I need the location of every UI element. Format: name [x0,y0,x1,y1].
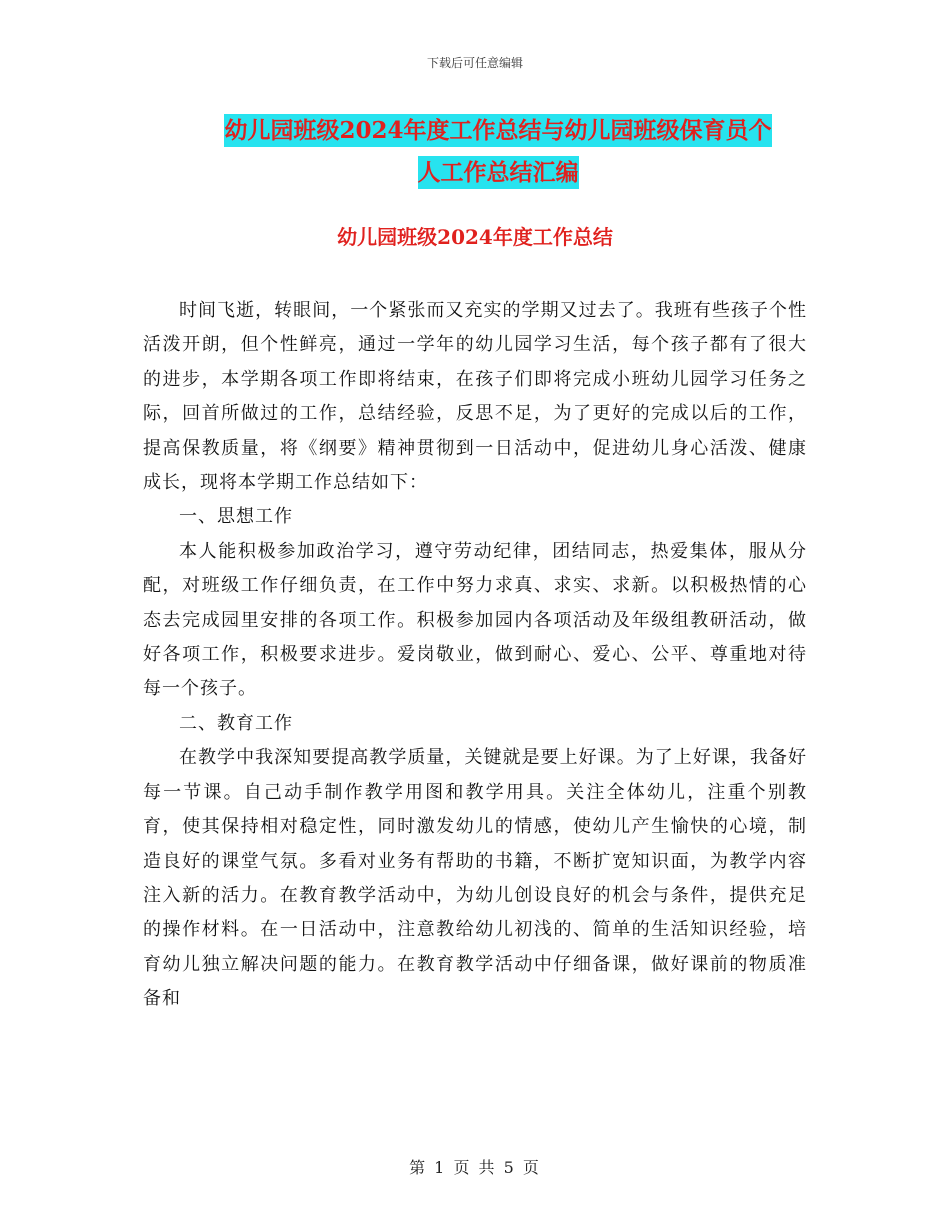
paragraph-education-work: 在教学中我深知要提高教学质量，关键就是要上好课。为了上好课，我备好每一节课。自己动手制作教学用图和教学用具。关注全体幼儿，注重个别教育，使其保持相对稳定性，同时激发幼儿的情感，使幼儿产生愉快的心境，制造良好的课堂气氛。多看对业务有帮助的书籍，不断扩宽知识面，为教学内容注入新的活力。在教育教学活动中，为幼儿创设良好的机会与条件，提供充足的操作材料。在一日活动中，注意教给幼儿初浅的、简单的生活知识经验，培育幼儿独立解决问题的能力。在教育教学活动中仔细备课，做好课前的物质准备和 [143,747,807,1010]
paragraph-ideology-work: 本人能积极参加政治学习，遵守劳动纪律，团结同志，热爱集体，服从分配，对班级工作仔细负责，在工作中努力求真、求实、求新。以积极热情的心态去完成园里安排的各项工作。积极参加园内各项活动及年级组教研活动，做好各项工作，积极要求进步。爱岗敬业，做到耐心、爱心、公平、尊重地对待每一个孩子。 [143,540,807,700]
body-text [143,294,807,1017]
heading-ideology-work: 一、思想工作 [179,506,293,528]
paragraph-intro: 时间飞逝，转眼间，一个紧张而又充实的学期又过去了。我班有些孩子个性活泼开朗，但个性鲜亮，通过一学年的幼儿园学习生活，每个孩子都有了很大的进步，本学期各项工作即将结束，在孩子们即将完成小班幼儿园学习任务之际，回首所做过的工作，总结经验，反思不足，为了更好的完成以后的工作，提高保教质量，将《纲要》精神贯彻到一日活动中，促进幼儿身心活泼、健康成长，现将本学期工作总结如下： [143,300,807,494]
document-title [188,110,808,194]
title-line-2: 人工作总结汇编 [418,156,579,189]
heading-education-work: 二、教育工作 [179,712,293,734]
section-title: 幼儿园班级2024年度工作总结 [337,225,613,249]
header-note: 下载后可任意编辑 [426,56,523,70]
title-line-1: 幼儿园班级2024年度工作总结与幼儿园班级保育员个 [224,114,771,147]
page-footer: 第 1 页 共 5 页 [409,1158,541,1177]
